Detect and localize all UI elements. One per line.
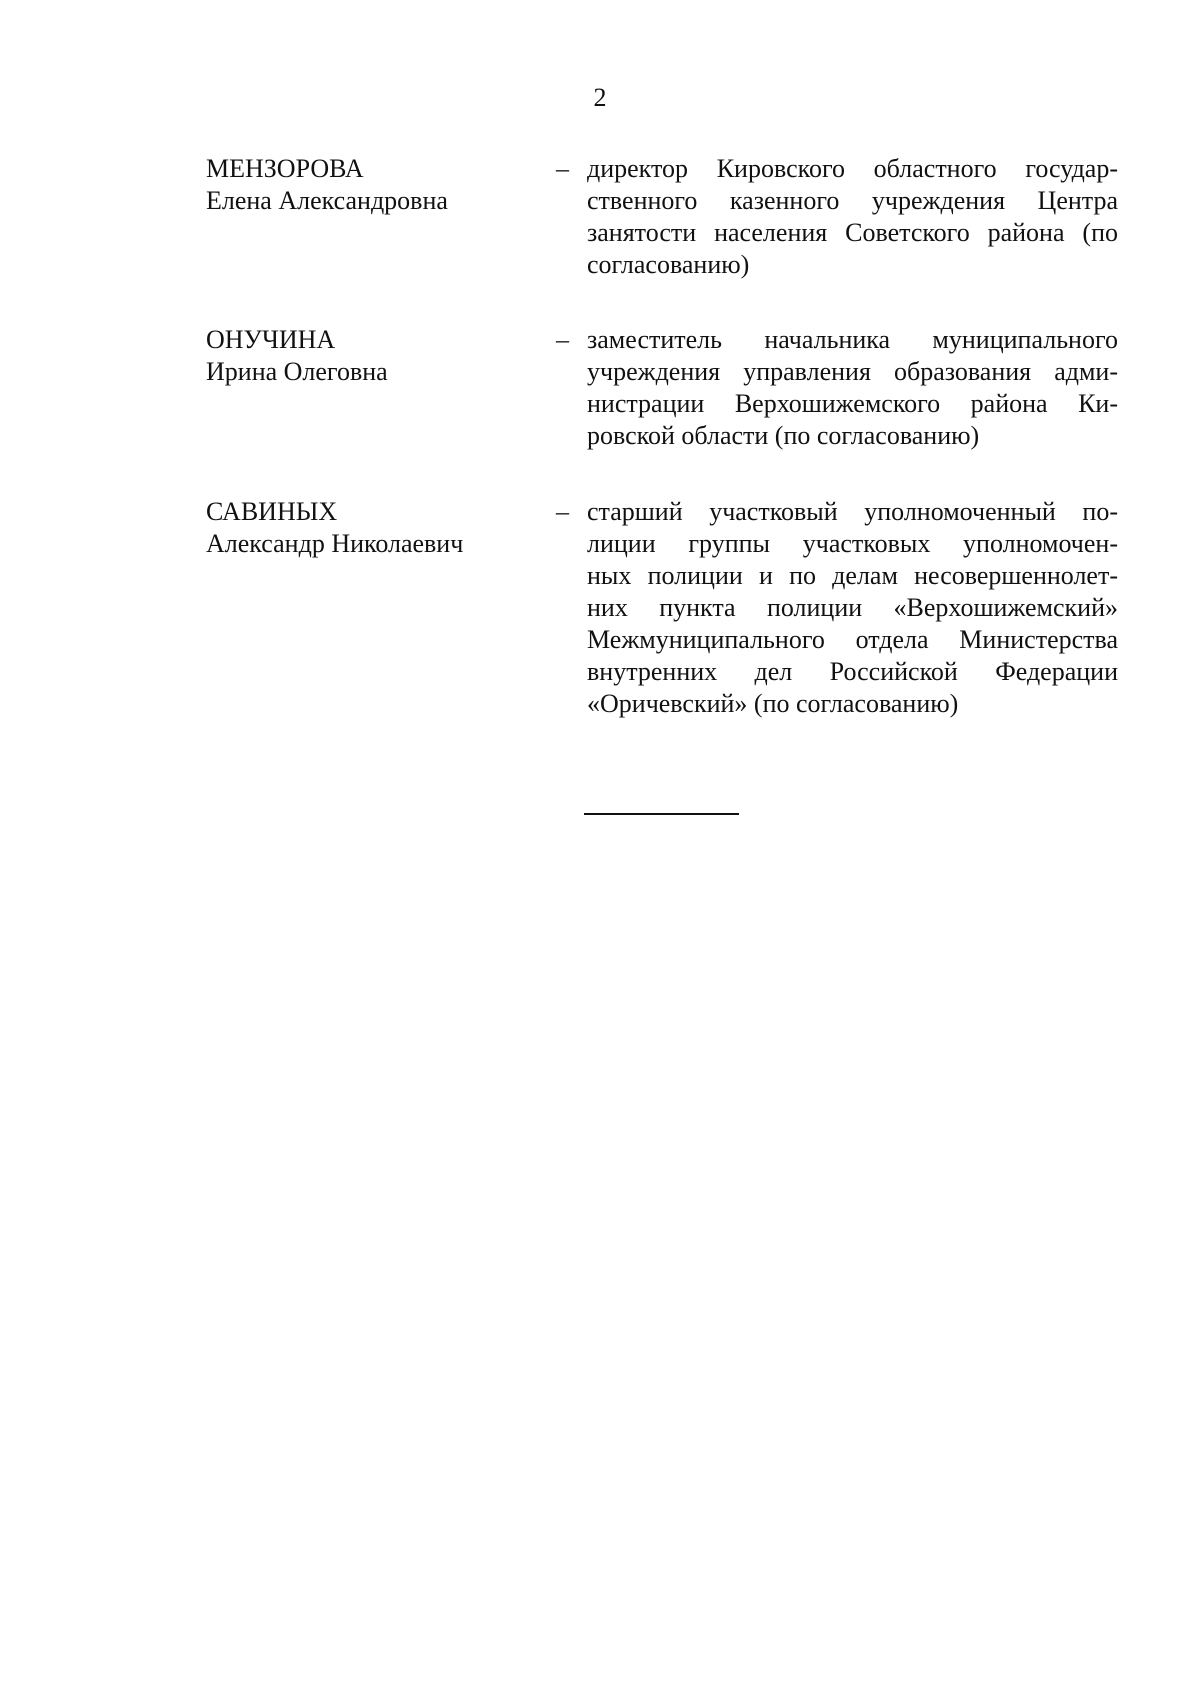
person-name [206,153,526,217]
surname: МЕНЗОРОВА [206,154,364,183]
position-description [587,153,1118,281]
description-line: внутренних дел Российской Федерации [587,657,1118,686]
description-line: лиции группы участковых уполномочен- [587,529,1118,558]
description-line: нистрации Верхошижемского района Ки- [587,389,1118,418]
position-description [587,324,1118,452]
end-rule [584,813,739,815]
description-line: заместитель начальника муниципального [587,325,1118,354]
dash-separator: – [556,154,569,183]
given-names: Ирина Олеговна [206,357,388,386]
given-names: Александр Николаевич [206,529,464,558]
description-line: ственного казенного учреждения Центра [587,186,1118,215]
description-line: них пункта полиции «Верхошижемский» [587,593,1118,622]
description-line: ных полиции и по делам несовершеннолет- [587,561,1118,590]
dash-separator: – [556,325,569,354]
person-name [206,496,526,560]
description-line: ровской области (по согласованию) [587,421,980,450]
description-line: согласованию) [587,250,750,279]
description-line: Межмуниципального отдела Министерства [587,625,1118,654]
description-line: занятости населения Советского района (по [587,218,1118,247]
surname: ОНУЧИНА [206,325,336,354]
position-description [587,496,1118,720]
surname: САВИНЫХ [206,497,338,526]
description-line: старший участковый уполномоченный по- [587,497,1118,526]
description-line: директор Кировского областного государ- [587,154,1118,183]
page-number: 2 [593,83,607,112]
given-names: Елена Александровна [206,186,448,215]
dash-separator: – [556,497,569,526]
person-name [206,324,526,388]
description-line: «Оричевский» (по согласованию) [587,689,959,718]
description-line: учреждения управления образования адми- [587,357,1118,386]
